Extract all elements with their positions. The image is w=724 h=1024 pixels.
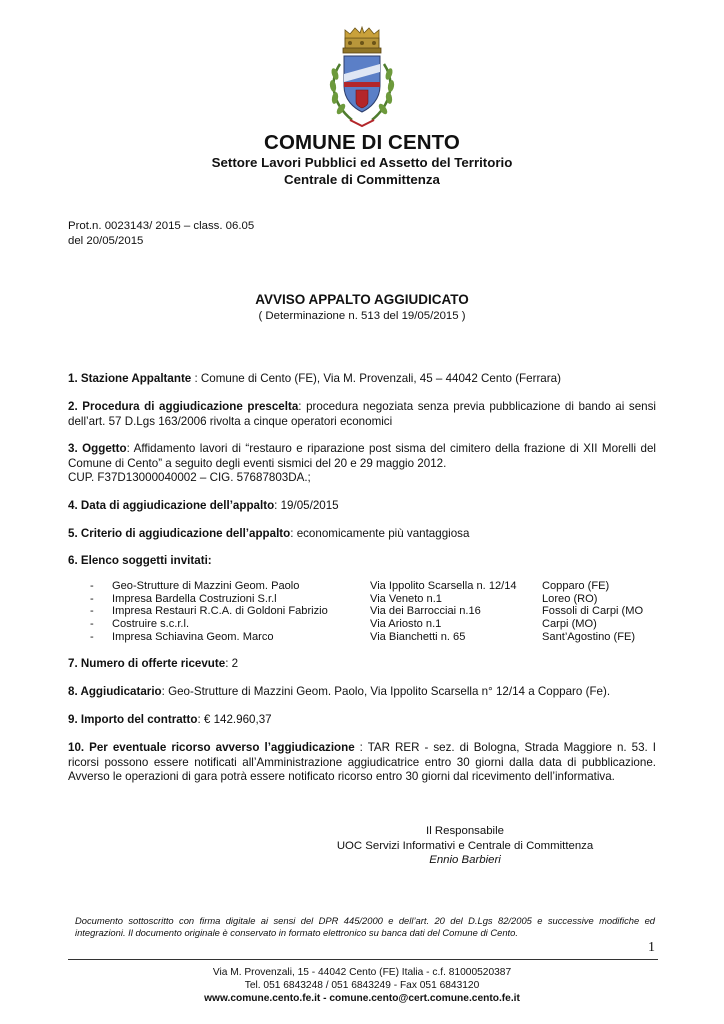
unit-subtitle: Centrale di Committenza [284, 172, 440, 187]
footer-divider [68, 959, 658, 960]
section-2-label: 2. Procedura di aggiudicazione prescelta [68, 400, 299, 413]
list-item: - Impresa Bardella Costruzioni S.r.l Via Veneto n.1 Loreo (RO) [90, 592, 598, 605]
section-2-text: : procedura negoziata senza previa pubblicazione di bando ai sensi dell’art. 57 D.Lgs 163/2006 rivolta a cinque operatori economici [68, 400, 656, 428]
section-3-label: 3. Oggetto [68, 442, 127, 455]
section-7 [68, 657, 656, 672]
section-6 [68, 554, 656, 569]
protocol-date: del 20/05/2015 [68, 234, 144, 247]
invitees-list [90, 580, 670, 643]
notice-title: AVVISO APPALTO AGGIUDICATO [255, 292, 469, 307]
footer-web-link[interactable]: www.comune.cento.fe.it - comune.cento@cert.comune.cento.fe.it [204, 993, 520, 1004]
signature-office: UOC Servizi Informativi e Centrale di Committenza [336, 839, 594, 852]
protocol-number: Prot.n. 0023143/ 2015 – class. 06.05 [68, 220, 255, 232]
section-9-label: 9. Importo del contratto [68, 713, 198, 726]
list-item: - Impresa Restauri R.C.A. di Goldoni Fabrizio Via dei Barrocciai n.16 Fossoli di Carpi (MO [90, 605, 644, 618]
section-5-label: 5. Criterio di aggiudicazione dell’appalto [68, 527, 291, 540]
footer-phone: Tel. 051 6843248 / 051 6843249 - Fax 051 6843120 [244, 980, 480, 991]
page-number: 1 [648, 940, 655, 955]
section-8-label: 8. Aggiudicatario [68, 685, 162, 698]
section-1-label: 1. Stazione Appaltante [68, 372, 192, 385]
section-7-text: : 2 [225, 657, 239, 670]
section-8 [68, 685, 656, 700]
section-8-text: : Geo-Strutture di Mazzini Geom. Paolo, Via Ippolito Scarsella n° 12/14 a Copparo (Fe). [161, 685, 611, 698]
section-3 [68, 442, 656, 486]
section-4 [68, 499, 656, 514]
municipality-title: COMUNE DI CENTO [264, 131, 460, 154]
section-1-text: : Comune di Cento (FE), Via M. Provenzali, 45 – 44042 Cento (Ferrara) [191, 372, 561, 385]
section-9-text: : € 142.960,37 [197, 713, 272, 726]
signature-block [320, 824, 610, 868]
list-item: - Geo-Strutture di Mazzini Geom. Paolo Via Ippolito Scarsella n. 12/14 Copparo (FE) [90, 580, 610, 592]
section-4-text: : 19/05/2015 [274, 499, 339, 512]
section-10-label: 10. Per eventuale ricorso avverso l’aggiudicazione [68, 741, 355, 754]
footer-address: Via M. Provenzali, 15 - 44042 Cento (FE) Italia - c.f. 81000520387 [212, 967, 512, 978]
section-7-label: 7. Numero di offerte ricevute [68, 657, 226, 670]
list-item: - Impresa Schiavina Geom. Marco Via Bianchetti n. 65 Sant’Agostino (FE) [90, 630, 636, 643]
section-9 [68, 713, 656, 728]
signature-role: Il Responsabile [426, 825, 504, 837]
section-2 [68, 400, 656, 429]
department-subtitle: Settore Lavori Pubblici ed Assetto del Territorio [211, 155, 513, 170]
section-10-text: : TAR RER - sez. di Bologna, Strada Maggiore n. 53. I ricorsi possono essere notificati all’Amministrazione aggiudicatrice entro 30 giorni dalla data di pubblicazione. Avverso le operazioni di gara potrà essere notificato ricorso entro 30 giorni dal ricevimento dell’informativa. [68, 741, 656, 784]
section-5-text: : economicamente più vantaggiosa [290, 527, 470, 540]
signature-name: Ennio Barbieri [429, 854, 501, 866]
section-5 [68, 527, 656, 542]
list-item: - Costruire s.c.r.l. Via Ariosto n.1 Carpi (MO) [90, 618, 597, 631]
determination-reference: ( Determinazione n. 513 del 19/05/2015 ) [258, 310, 466, 322]
digital-signature-note: Documento sottoscritto con firma digitale ai sensi del DPR 445/2000 e dell’art. 20 del D.Lgs 82/2005 e successive modifiche ed integrazioni. Il documento originale è conservato in formato elettronico su banca dati del Comune di Cento. [75, 915, 655, 938]
section-10 [68, 741, 656, 785]
section-3-text: : Affidamento lavori di “restauro e riparazione post sisma del cimitero della frazione di XII Morelli del Comune di Cento” a seguito degli eventi sismici del 20 e 29 maggio 2012. [68, 442, 656, 470]
section-3-cup: CUP. F37D13000040002 – CIG. 57687803DA.; [68, 471, 311, 485]
section-1 [68, 372, 656, 387]
coat-of-arms-icon [322, 24, 402, 132]
section-4-label: 4. Data di aggiudicazione dell’appalto [68, 499, 275, 512]
protocol-block [68, 219, 254, 248]
section-6-label: 6. Elenco soggetti invitati: [68, 554, 212, 567]
